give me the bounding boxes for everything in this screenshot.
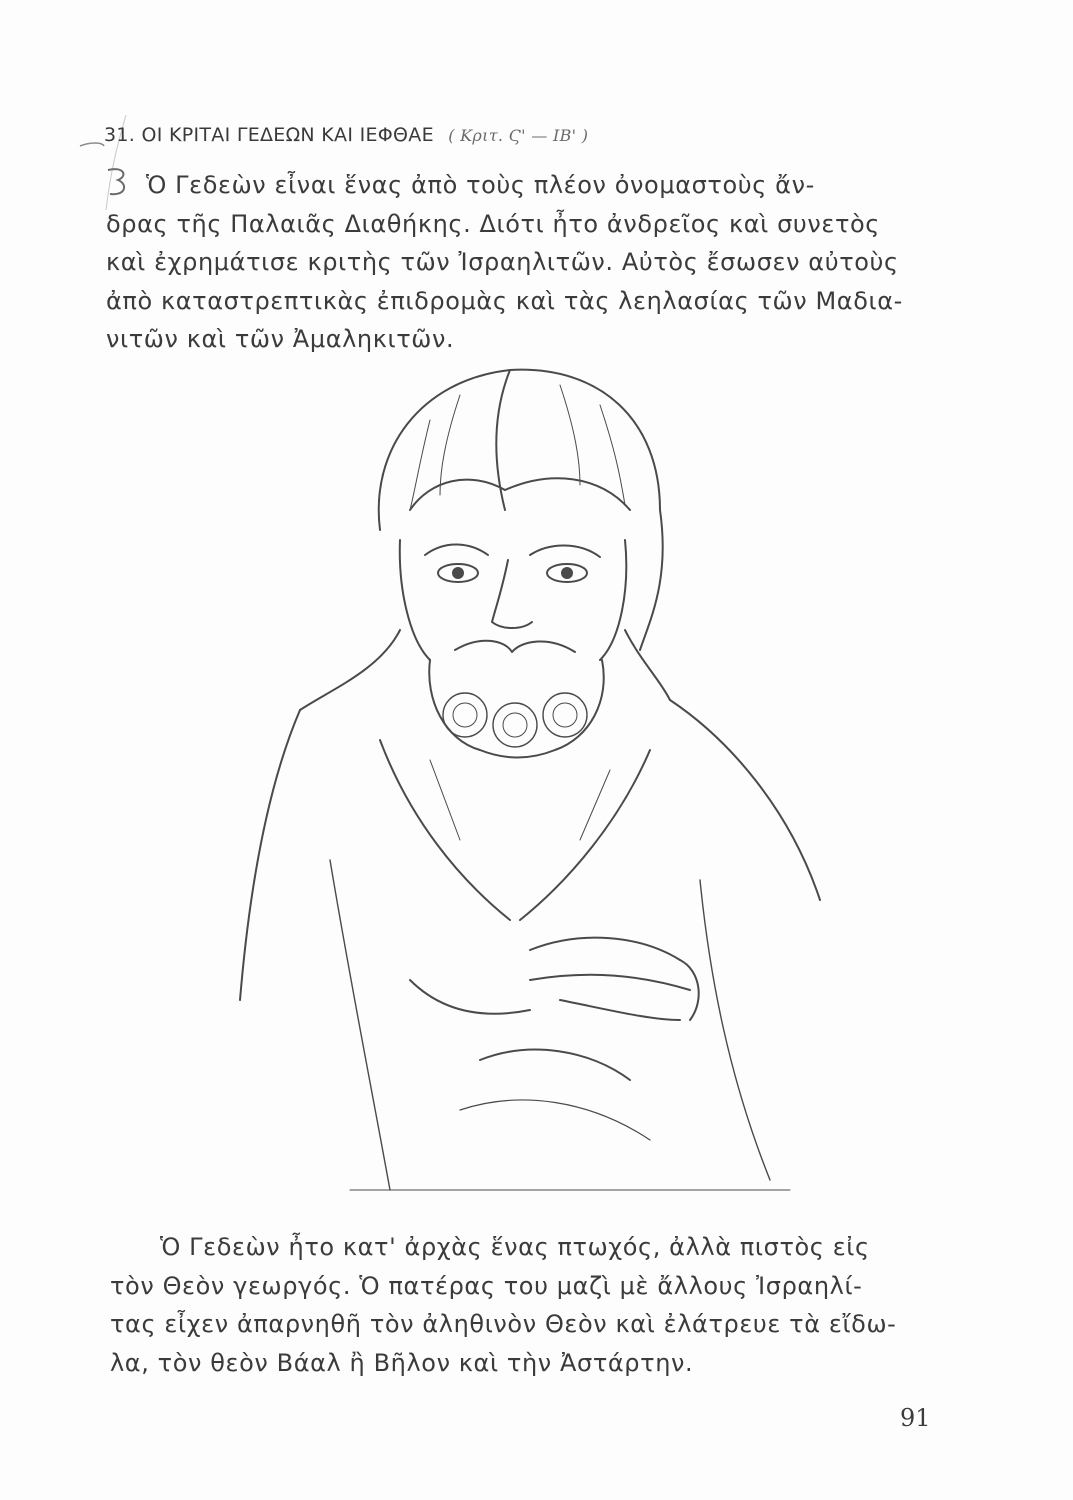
page-number: 91: [900, 1404, 931, 1432]
gideon-illustration: [230, 360, 830, 1210]
paragraph-2: [110, 1228, 930, 1382]
paragraph-line: δρας τῆς Παλαιᾶς Διαθήκης. Διότι ἦτο ἀνδρεῖος καὶ συνετὸς: [106, 209, 880, 238]
paragraph-line: λα, τὸν θεὸν Βάαλ ἢ Βῆλον καὶ τὴν Ἀστάρτην.: [110, 1348, 694, 1377]
section-title: 31. ΟΙ ΚΡΙΤΑΙ ΓΕΔΕΩΝ ΚΑΙ ΙΕΦΘΑΕ: [104, 124, 434, 146]
scripture-reference: ( Κριτ. Ϛ' — ΙΒ' ): [448, 126, 589, 145]
paragraph-1: [106, 166, 926, 359]
paragraph-line: Ὁ Γεδεὼν εἶναι ἕνας ἀπὸ τοὺς πλέον ὀνομαστοὺς ἄν-: [146, 171, 815, 199]
paragraph-line: ἀπὸ καταστρεπτικὰς ἐπιδρομὰς καὶ τὰς λεηλασίας τῶν Μαδια-: [106, 286, 903, 315]
paragraph-line: τὸν Θεὸν γεωργός. Ὁ πατέρας του μαζὶ μὲ ἄλλους Ἰσραηλί-: [110, 1271, 863, 1300]
paragraph-line: νιτῶν καὶ τῶν Ἀμαληκιτῶν.: [106, 325, 455, 353]
paragraph-line: τας εἶχεν ἀπαρνηθῆ τὸν ἀληθινὸν Θεὸν καὶ ἐλάτρευε τὰ εἴδω-: [110, 1310, 897, 1338]
section-heading: [104, 124, 588, 146]
paragraph-line: καὶ ἐχρημάτισε κριτὴς τῶν Ἰσραηλιτῶν. Αὐτὸς ἔσωσεν αὐτοὺς: [106, 248, 899, 276]
paragraph-line: Ὁ Γεδεὼν ἦτο κατ' ἀρχὰς ἕνας πτωχός, ἀλλὰ πιστὸς εἰς: [160, 1233, 870, 1261]
